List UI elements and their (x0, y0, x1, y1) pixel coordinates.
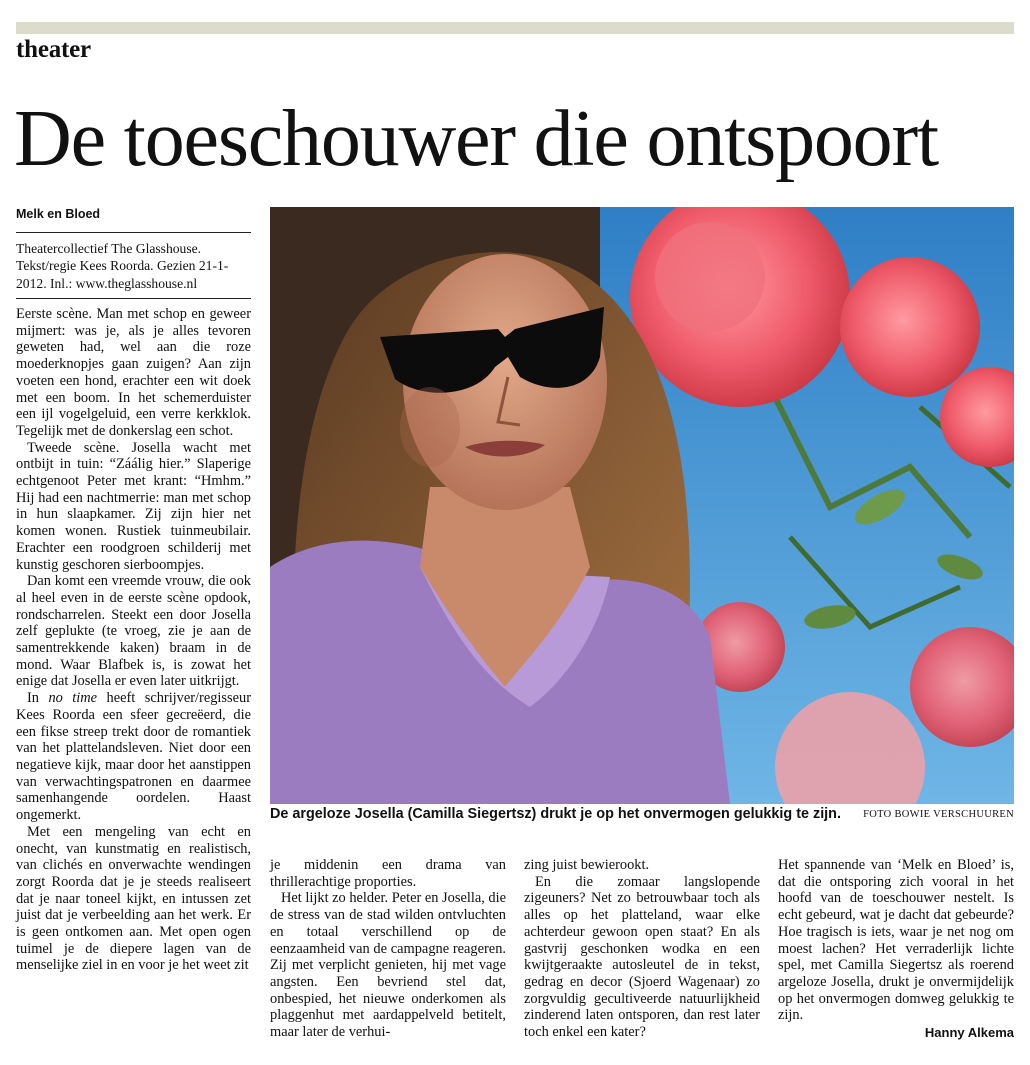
photo-caption-row (270, 806, 1014, 823)
paragraph: Tweede scène. Josella wacht met ontbijt in tuin: “Záálig hier.” Slaperige echtgenoot Peter met krant: “Hmhm.” Hij had een nachtmerrie: man met schop in hun slaapkamer. Zij zijn hier net komen wonen. Rustiek tuinmeubilair. Erachter een roodgroen schilderij met kunstig geschoren sierboompjes. (16, 439, 251, 573)
top-rule-bar (16, 22, 1014, 34)
photo-credit: FOTO BOWIE VERSCHUUREN (863, 809, 1014, 820)
show-info-box (16, 206, 251, 299)
text-run: In (27, 690, 49, 707)
italic-phrase: no time (48, 690, 98, 707)
info-divider-bottom (16, 298, 251, 299)
section-label: theater (16, 36, 91, 63)
paragraph: zing juist bewierookt. (524, 857, 650, 873)
paragraph: je middenin een drama van thrillerachtige proporties. (270, 857, 506, 890)
paragraph: Eerste scène. Man met schop en geweer mijmert: was je, als je alles tevoren geweten had, wel aan die roze moederknopjes gaan zuigen? Aan zijn voeten een hond, erachter een wit doek met een boom. In het schemerduister een ijl vogelgeluid, een verre kerkklok. Tegelijk met de donkerslag een schot. (16, 306, 251, 439)
article-column-2 (270, 857, 506, 1041)
article-column-4 (778, 857, 1014, 1042)
photo-woman-sunglasses-roses-icon (270, 207, 1014, 804)
show-credits: Theatercollectief The Glasshouse. Tekst/regie Kees Roorda. Gezien 21-1-2012. Inl.: www.theglasshouse.nl (16, 240, 229, 291)
author-byline: Hanny Alkema (924, 1025, 1014, 1041)
show-title: Melk en Bloed (16, 207, 101, 221)
paragraph: Het lijkt zo helder. Peter en Josella, die de stress van de stad wilden ontvluchten en totaal verschillend op de eenzaamheid van de campagne reageren. Zij met verplicht genieten, hij met vage angsten. Een bevriend stel dat, onbespied, het nieuwe onderkomen als plaggenhut met aardappelveld betitelt, maar later de verhui- (270, 890, 506, 1041)
article-photo (270, 207, 1014, 804)
text-run: heeft schrijver/regisseur Kees Roorda een sfeer gecreëerd, die een fikse streep trekt door de romantiek van het plattelandsleven. Niet door een negatieve kijk, maar door het aanstippen van verwachtingspatronen en daarmee samenhangende oordelen. Haast ongemerkt. (16, 690, 252, 824)
paragraph: Met een mengeling van echt en onecht, van kunstmatig en realistisch, van clichés en onverwachte wendingen zorgt Roorda dat je je steeds realiseert dat je naar toneel kijkt, en intussen zet juist dat je verbeelding aan het werk. Er is geen ontkomen aan. Met open ogen tuimel je de diepere lagen van de menselijke ziel in en voor je het weet zit (16, 823, 251, 974)
article-column-1 (16, 306, 251, 974)
info-divider-top (16, 232, 251, 233)
paragraph (16, 690, 251, 824)
paragraph: En die zomaar langslopende zigeuners? Net zo betrouwbaar toch als alles op het platteland, waar elke achterdeur gewoon open staat? En als gastvrij geschonken wodka en een kwijtgeraakte autosleutel de in tekst, gedrag en decor (Sjoerd Wagenaar) zo zorgvuldig gecultiveerde natuurlijkheid zinderend laten ontsporen, dan rest later toch enkel een kater? (524, 873, 760, 1041)
paragraph: Dan komt een vreemde vrouw, die ook al heel even in de eerste scène opdook, rondscharrelen. Steekt een door Josella zelf geplukte (te vroeg, zie je aan de samentrekkende kaken) braam in de mond. Waar Blafbek is, is zowat het enige dat Josella er even later uitkrijgt. (16, 573, 251, 690)
article-column-3 (524, 857, 760, 1041)
paragraph: Het spannende van ‘Melk en Bloed’ is, dat die ontsporing zich vooral in het hoofd van de toeschouwer nestelt. Is echt gebeurd, wat je dacht dat gebeurde? Hoe tragisch is iets, waar je net nog om moest lachen? Het verraderlijk lichte spel, met Camilla Siegertsz als roerend argeloze Josella, drukt je onvermijdelijk op het onvermogen domweg gelukkig te zijn. (778, 857, 1014, 1024)
photo-caption: De argeloze Josella (Camilla Siegertsz) drukt je op het onvermogen gelukkig te zijn. (270, 806, 841, 822)
headline: De toeschouwer die ontspoort (14, 95, 938, 183)
